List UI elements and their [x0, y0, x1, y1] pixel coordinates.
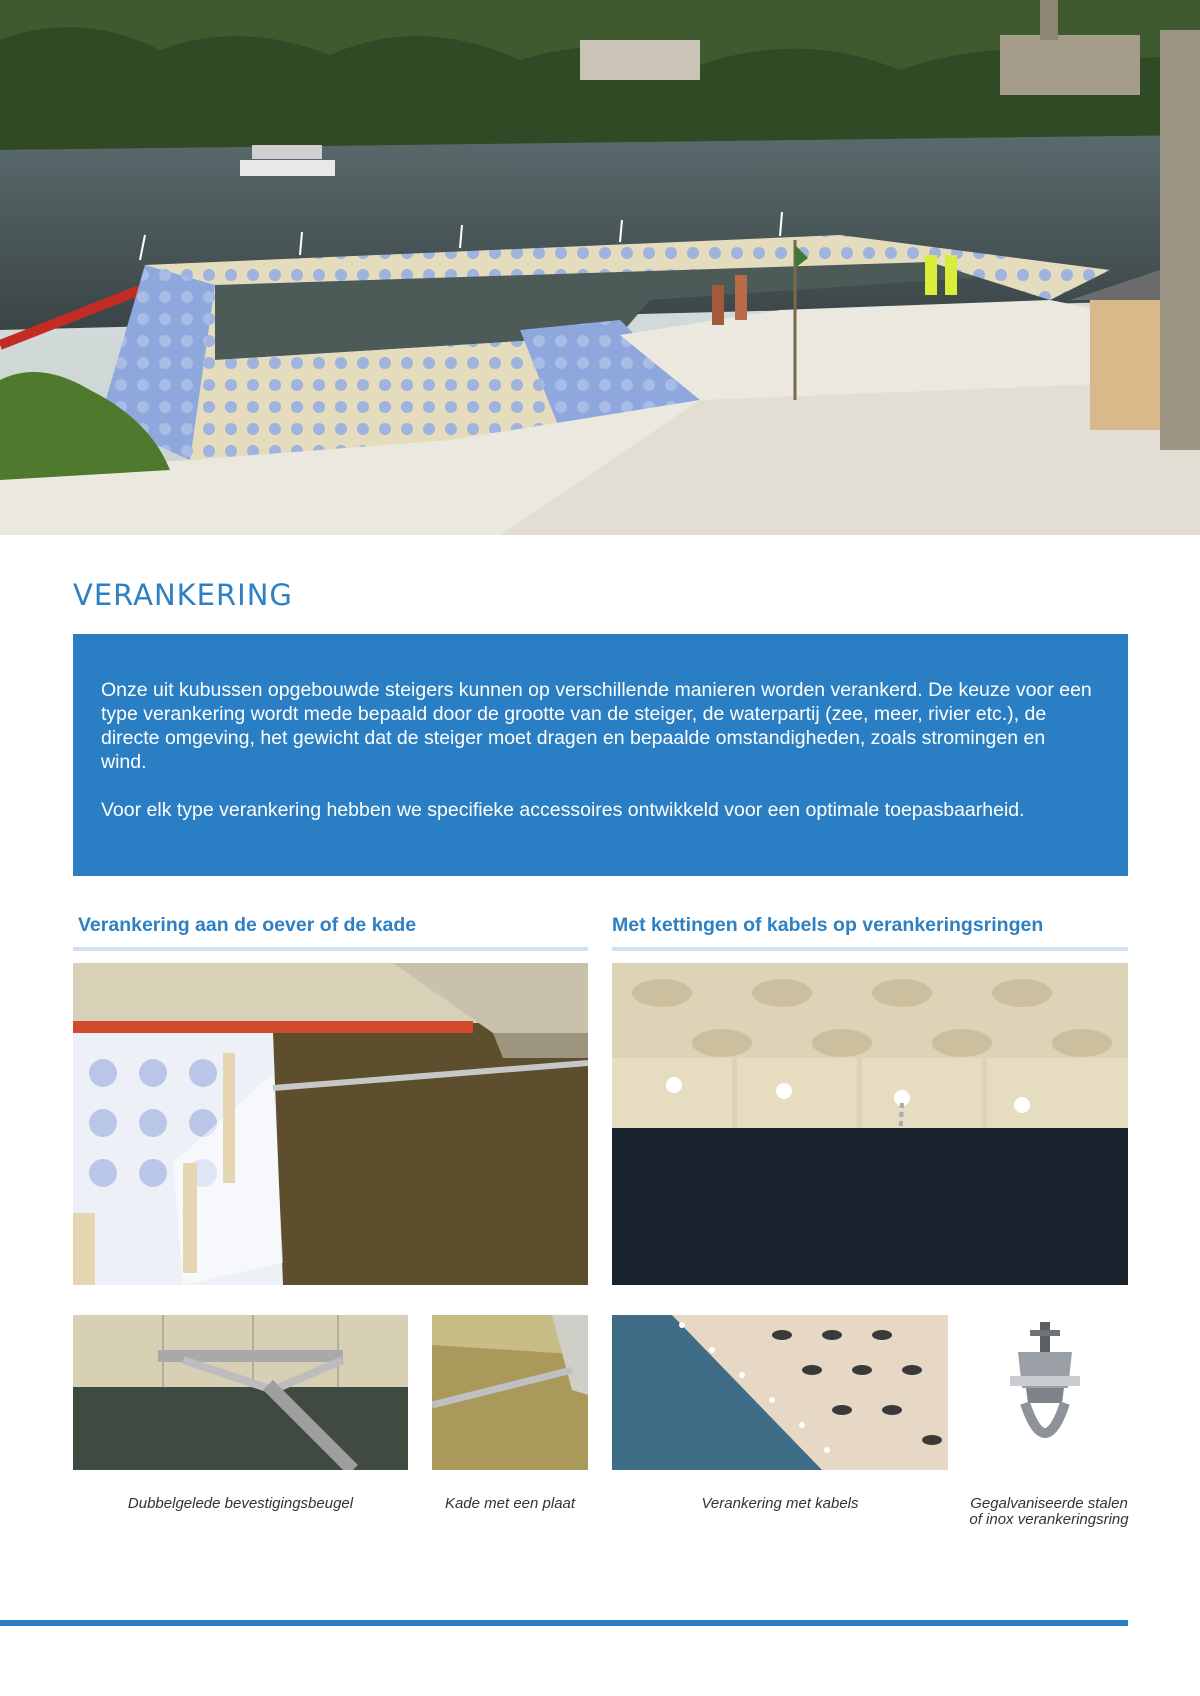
photo-anchoring-rings [612, 963, 1128, 1285]
section-title: VERANKERING [73, 578, 293, 612]
photo-quay-anchoring [73, 963, 588, 1285]
photo-double-hinged-bracket [73, 1315, 408, 1470]
caption-plate: Kade met een plaat [444, 1495, 576, 1512]
anchoring-ring-product [1000, 1318, 1090, 1463]
left-column-heading: Verankering aan de oever of de kade [78, 914, 417, 936]
left-column-rule [73, 947, 588, 951]
intro-paragraph-2: Voor elk type verankering hebben we specifieke accessoires ontwikkeld voor een optimale toepasbaarheid. [101, 799, 1025, 821]
caption-bracket: Dubbelgelede bevestigingsbeugel [127, 1495, 354, 1512]
right-column-heading: Met kettingen of kabels op verankeringsringen [612, 914, 1044, 936]
hero-photo-floating-pool [0, 0, 1200, 535]
photo-cable-anchoring [612, 1315, 948, 1470]
right-column-rule [612, 947, 1128, 951]
photo-quay-plate [432, 1315, 588, 1470]
caption-ring: Gegalvaniseerde stalen of inox verankeringsring [969, 1495, 1129, 1528]
intro-paragraph-1: Onze uit kubussen opgebouwde steigers kunnen op verschillende manieren worden verankerd. De keuze voor een type verankering wordt mede bepaald door de grootte van de steiger, de waterpartij (zee, meer, rivier etc.), de directe omgeving, het gewicht dat de steiger moet dragen en bepaalde omstandigheden, zoals stromingen en wind. [101, 679, 1092, 773]
footer-rule [0, 1620, 1128, 1626]
intro-box [73, 634, 1128, 876]
caption-cables: Verankering met kabels [701, 1495, 859, 1512]
